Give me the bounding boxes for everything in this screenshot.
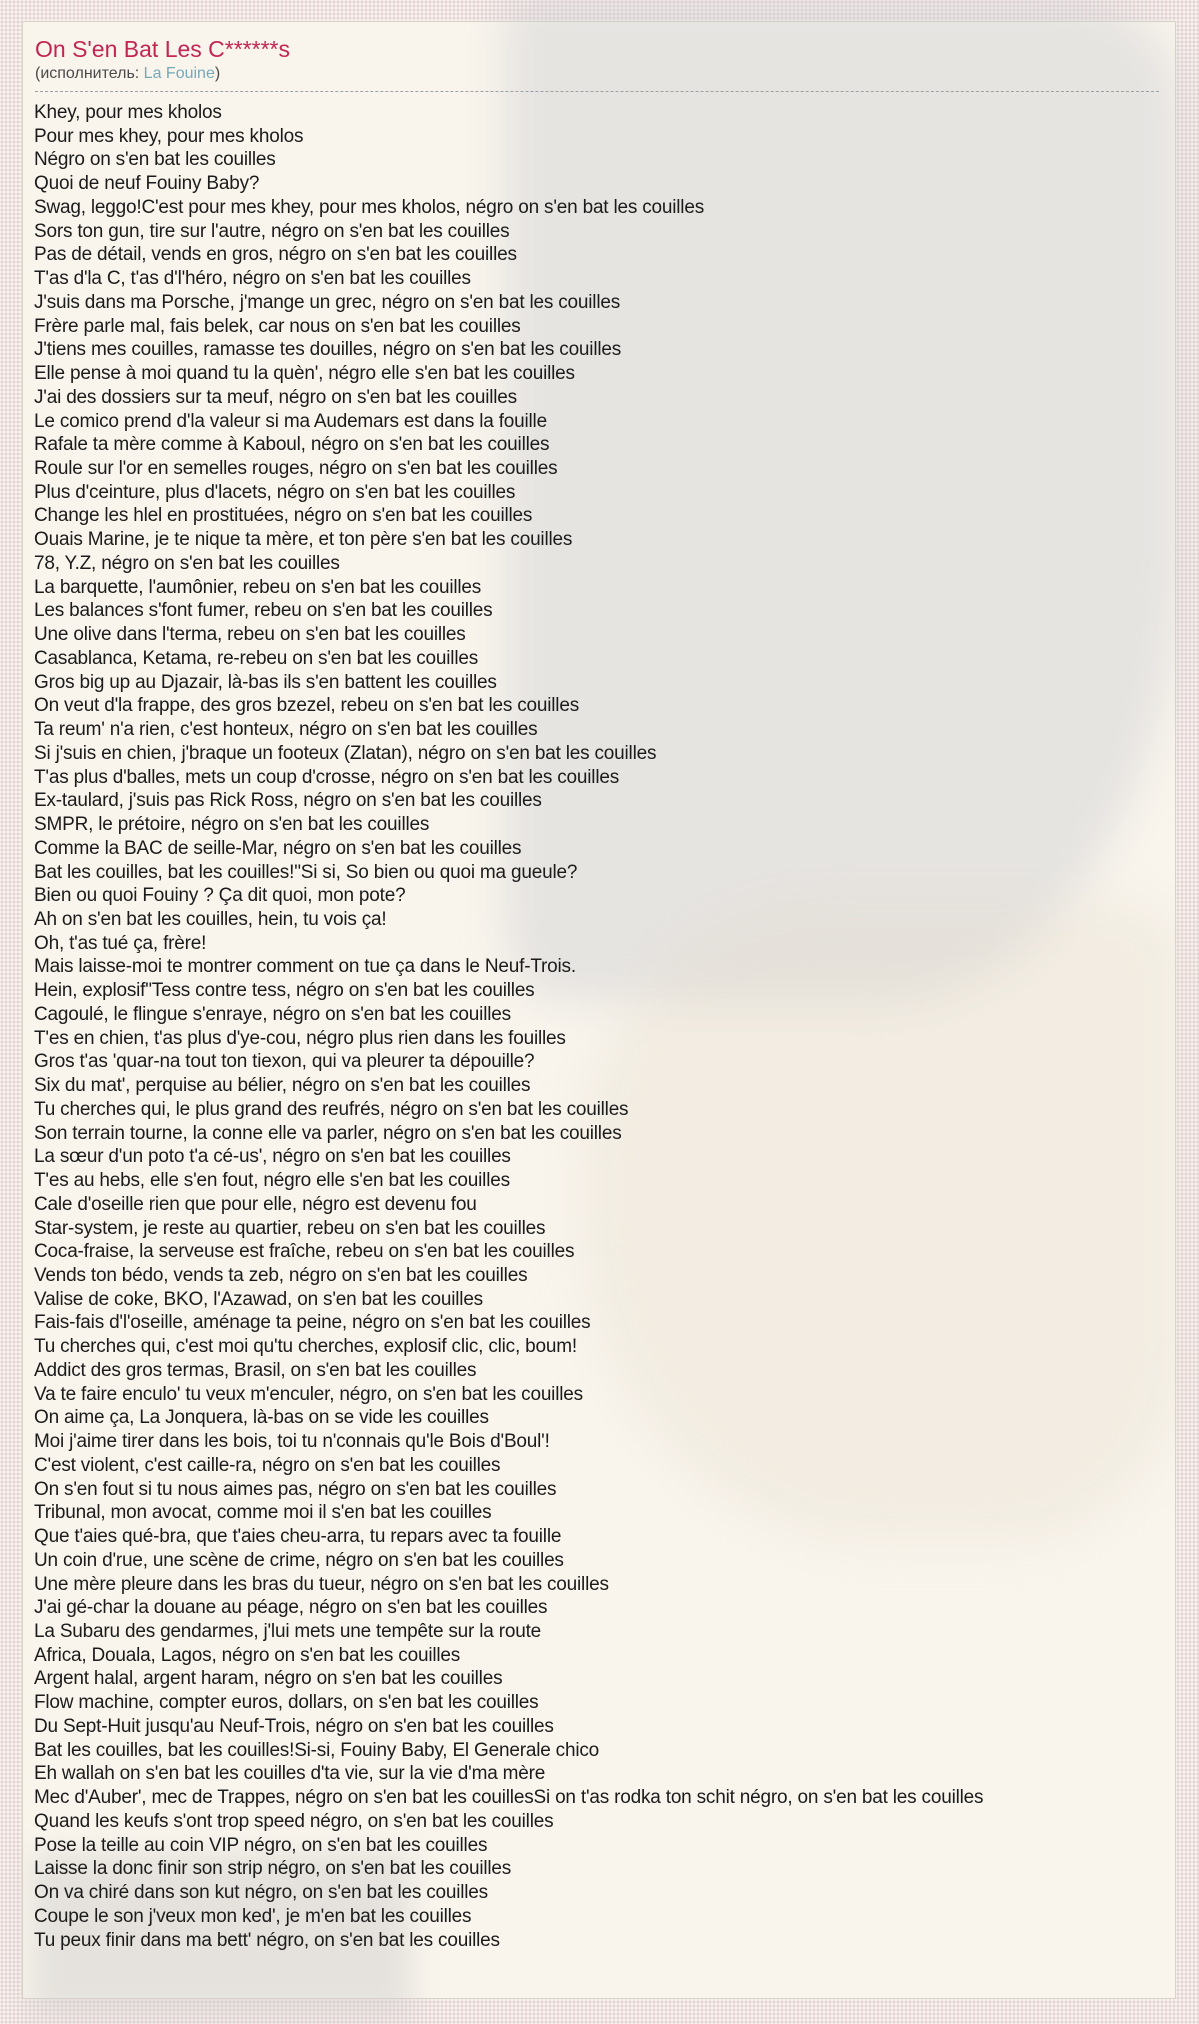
lyric-line: Khey, pour mes kholos bbox=[34, 102, 222, 123]
lyric-line: T'es au hebs, elle s'en fout, négro elle s'en bat les couilles bbox=[34, 1170, 510, 1192]
lyric-line: Gros t'as 'quar-na tout ton tiexon, qui va pleurer ta dépouille? bbox=[34, 1051, 535, 1073]
lyric-line: Moi j'aime tirer dans les bois, toi tu n'connais qu'le Bois d'Boul'! bbox=[34, 1431, 550, 1453]
lyric-line: Un coin d'rue, une scène de crime, négro on s'en bat les couilles bbox=[34, 1549, 564, 1571]
lyric-line: Sors ton gun, tire sur l'autre, négro on s'en bat les couilles bbox=[34, 220, 510, 242]
lyric-line: Flow machine, compter euros, dollars, on s'en bat les couilles bbox=[34, 1692, 539, 1714]
performer-label-suffix: ) bbox=[214, 65, 221, 82]
lyric-line: Swag, leggo!C'est pour mes khey, pour mes kholos, négro on s'en bat les couilles bbox=[34, 196, 704, 218]
lyric-line: Argent halal, argent haram, négro on s'en bat les couilles bbox=[34, 1668, 503, 1690]
lyric-line: Du Sept-Huit jusqu'au Neuf-Trois, négro on s'en bat les couilles bbox=[34, 1715, 554, 1737]
lyric-line: J'ai des dossiers sur ta meuf, négro on s'en bat les couilles bbox=[34, 386, 517, 408]
lyric-line: Gros big up au Djazair, là-bas ils s'en battent les couilles bbox=[34, 671, 497, 693]
lyric-line: Les balances s'font fumer, rebeu on s'en bat les couilles bbox=[34, 600, 493, 622]
lyric-line: Africa, Douala, Lagos, négro on s'en bat les couilles bbox=[34, 1644, 461, 1666]
lyric-line: Ta reum' n'a rien, c'est honteux, négro on s'en bat les couilles bbox=[34, 719, 538, 741]
lyric-line: Rafale ta mère comme à Kaboul, négro on s'en bat les couilles bbox=[34, 434, 550, 456]
lyric-line: Star-system, je reste au quartier, rebeu on s'en bat les couilles bbox=[34, 1217, 546, 1239]
lyric-line: Négro on s'en bat les couilles bbox=[34, 149, 276, 171]
lyric-line: Tu peux finir dans ma bett' négro, on s'en bat les couilles bbox=[34, 1929, 500, 1951]
lyric-line: Hein, explosif"Tess contre tess, négro on s'en bat les couilles bbox=[34, 980, 535, 1002]
lyric-line: Que t'aies qué-bra, que t'aies cheu-arra, tu repars avec ta fouille bbox=[34, 1526, 562, 1548]
lyric-line: Addict des gros termas, Brasil, on s'en bat les couilles bbox=[34, 1359, 477, 1381]
performer-line bbox=[35, 64, 1159, 84]
lyric-line: On aime ça, La Jonquera, là-bas on se vide les couilles bbox=[34, 1407, 489, 1429]
lyric-line: Tu cherches qui, c'est moi qu'tu cherches, explosif clic, clic, boum! bbox=[34, 1336, 577, 1358]
lyric-line: Tribunal, mon avocat, comme moi il s'en bat les couilles bbox=[34, 1502, 492, 1524]
lyric-line: Ah on s'en bat les couilles, hein, tu vois ça! bbox=[34, 908, 387, 930]
lyric-line: La sœur d'un poto t'a cé-us', négro on s'en bat les couilles bbox=[34, 1146, 511, 1168]
lyric-line: Va te faire enculo' tu veux m'enculer, négro, on s'en bat les couilles bbox=[34, 1383, 583, 1405]
lyric-line: Laisse la donc finir son strip négro, on s'en bat les couilles bbox=[34, 1858, 512, 1880]
lyric-line: T'as plus d'balles, mets un coup d'crosse, négro on s'en bat les couilles bbox=[34, 766, 620, 788]
lyric-line: Eh wallah on s'en bat les couilles d'ta vie, sur la vie d'ma mère bbox=[34, 1763, 546, 1785]
lyric-line: Bien ou quoi Fouiny ? Ça dit quoi, mon pote? bbox=[34, 885, 406, 907]
lyric-line: Mais laisse-moi te montrer comment on tue ça dans le Neuf-Trois. bbox=[34, 956, 576, 978]
lyric-line: J'suis dans ma Porsche, j'mange un grec, négro on s'en bat les couilles bbox=[34, 291, 621, 313]
lyric-line: Si j'suis en chien, j'braque un footeux (Zlatan), négro on s'en bat les couilles bbox=[34, 742, 657, 764]
lyric-line: 78, Y.Z, négro on s'en bat les couilles bbox=[34, 552, 340, 574]
lyric-line: Pour mes khey, pour mes kholos bbox=[34, 125, 304, 147]
lyric-line: C'est violent, c'est caille-ra, négro on s'en bat les couilles bbox=[34, 1454, 501, 1476]
lyric-line: Bat les couilles, bat les couilles!Si-si, Fouiny Baby, El Generale chico bbox=[34, 1739, 600, 1761]
lyric-line: Vends ton bédo, vends ta zeb, négro on s'en bat les couilles bbox=[34, 1264, 528, 1286]
song-header bbox=[35, 22, 1159, 92]
lyric-line: Mec d'Auber', mec de Trappes, négro on s'en bat les couillesSi on t'as rodka ton schit négro, on s'en bat les couilles bbox=[34, 1787, 984, 1809]
lyric-line: Cale d'oseille rien que pour elle, négro est devenu fou bbox=[34, 1193, 477, 1215]
lyric-line: Comme la BAC de seille-Mar, négro on s'en bat les couilles bbox=[34, 837, 522, 859]
lyric-line: Bat les couilles, bat les couilles!"Si si, So bien ou quoi ma gueule? bbox=[34, 861, 578, 883]
lyric-line: Coca-fraise, la serveuse est fraîche, rebeu on s'en bat les couilles bbox=[34, 1241, 575, 1263]
lyric-line: Pose la teille au coin VIP négro, on s'en bat les couilles bbox=[34, 1834, 488, 1856]
lyrics-text bbox=[23, 92, 1175, 1952]
lyrics-card bbox=[22, 21, 1176, 1999]
lyric-line: Frère parle mal, fais belek, car nous on s'en bat les couilles bbox=[34, 315, 521, 337]
lyric-line: Une mère pleure dans les bras du tueur, négro on s'en bat les couilles bbox=[34, 1573, 609, 1595]
lyric-line: Oh, t'as tué ça, frère! bbox=[34, 932, 207, 954]
lyric-line: J'ai gé-char la douane au péage, négro on s'en bat les couilles bbox=[34, 1597, 548, 1619]
lyric-line: Change les hlel en prostituées, négro on s'en bat les couilles bbox=[34, 505, 533, 527]
lyric-line: Quoi de neuf Fouiny Baby? bbox=[34, 173, 260, 195]
page-title: On S'en Bat Les C******s bbox=[35, 36, 290, 62]
lyric-line: Une olive dans l'terma, rebeu on s'en bat les couilles bbox=[34, 624, 466, 646]
lyric-line: Six du mat', perquise au bélier, négro on s'en bat les couilles bbox=[34, 1075, 531, 1097]
lyric-line: Quand les keufs s'ont trop speed négro, on s'en bat les couilles bbox=[34, 1810, 554, 1832]
lyric-line: La Subaru des gendarmes, j'lui mets une tempête sur la route bbox=[34, 1621, 542, 1642]
performer-label-prefix: (исполнитель: bbox=[35, 65, 144, 82]
lyric-line: Roule sur l'or en semelles rouges, négro on s'en bat les couilles bbox=[34, 458, 558, 480]
lyric-line: Pas de détail, vends en gros, négro on s'en bat les couilles bbox=[34, 244, 517, 266]
lyric-line: T'es en chien, t'as plus d'ye-cou, négro plus rien dans les fouilles bbox=[34, 1027, 566, 1049]
lyric-line: Elle pense à moi quand tu la quèn', négro elle s'en bat les couilles bbox=[34, 363, 575, 385]
lyric-line: On va chiré dans son kut négro, on s'en bat les couilles bbox=[34, 1882, 488, 1904]
lyric-line: Son terrain tourne, la conne elle va parler, négro on s'en bat les couilles bbox=[34, 1122, 622, 1144]
lyric-line: Le comico prend d'la valeur si ma Audemars est dans la fouille bbox=[34, 410, 547, 432]
lyric-line: Plus d'ceinture, plus d'lacets, négro on s'en bat les couilles bbox=[34, 481, 516, 503]
lyric-line: On veut d'la frappe, des gros bzezel, rebeu on s'en bat les couilles bbox=[34, 695, 579, 717]
lyric-line: Casablanca, Ketama, re-rebeu on s'en bat les couilles bbox=[34, 647, 479, 669]
artist-link[interactable]: La Fouine bbox=[143, 65, 215, 82]
lyric-line: Ex-taulard, j'suis pas Rick Ross, négro on s'en bat les couilles bbox=[34, 790, 542, 812]
lyric-line: Valise de coke, BKO, l'Azawad, on s'en bat les couilles bbox=[34, 1288, 483, 1310]
lyric-line: Fais-fais d'l'oseille, aménage ta peine, négro on s'en bat les couilles bbox=[34, 1312, 591, 1334]
lyric-line: T'as d'la C, t'as d'l'héro, négro on s'en bat les couilles bbox=[34, 268, 471, 290]
lyric-line: La barquette, l'aumônier, rebeu on s'en bat les couilles bbox=[34, 576, 482, 598]
lyric-line: J'tiens mes couilles, ramasse tes douilles, négro on s'en bat les couilles bbox=[34, 339, 622, 361]
lyric-line: Tu cherches qui, le plus grand des reufrés, négro on s'en bat les couilles bbox=[34, 1098, 629, 1120]
lyric-line: Coupe le son j'veux mon ked', je m'en bat les couilles bbox=[34, 1905, 472, 1927]
lyric-line: SMPR, le prétoire, négro on s'en bat les couilles bbox=[34, 814, 430, 836]
lyric-line: On s'en fout si tu nous aimes pas, négro on s'en bat les couilles bbox=[34, 1478, 557, 1500]
lyric-line: Cagoulé, le flingue s'enraye, négro on s'en bat les couilles bbox=[34, 1003, 511, 1025]
lyric-line: Ouais Marine, je te nique ta mère, et ton père s'en bat les couilles bbox=[34, 529, 573, 551]
